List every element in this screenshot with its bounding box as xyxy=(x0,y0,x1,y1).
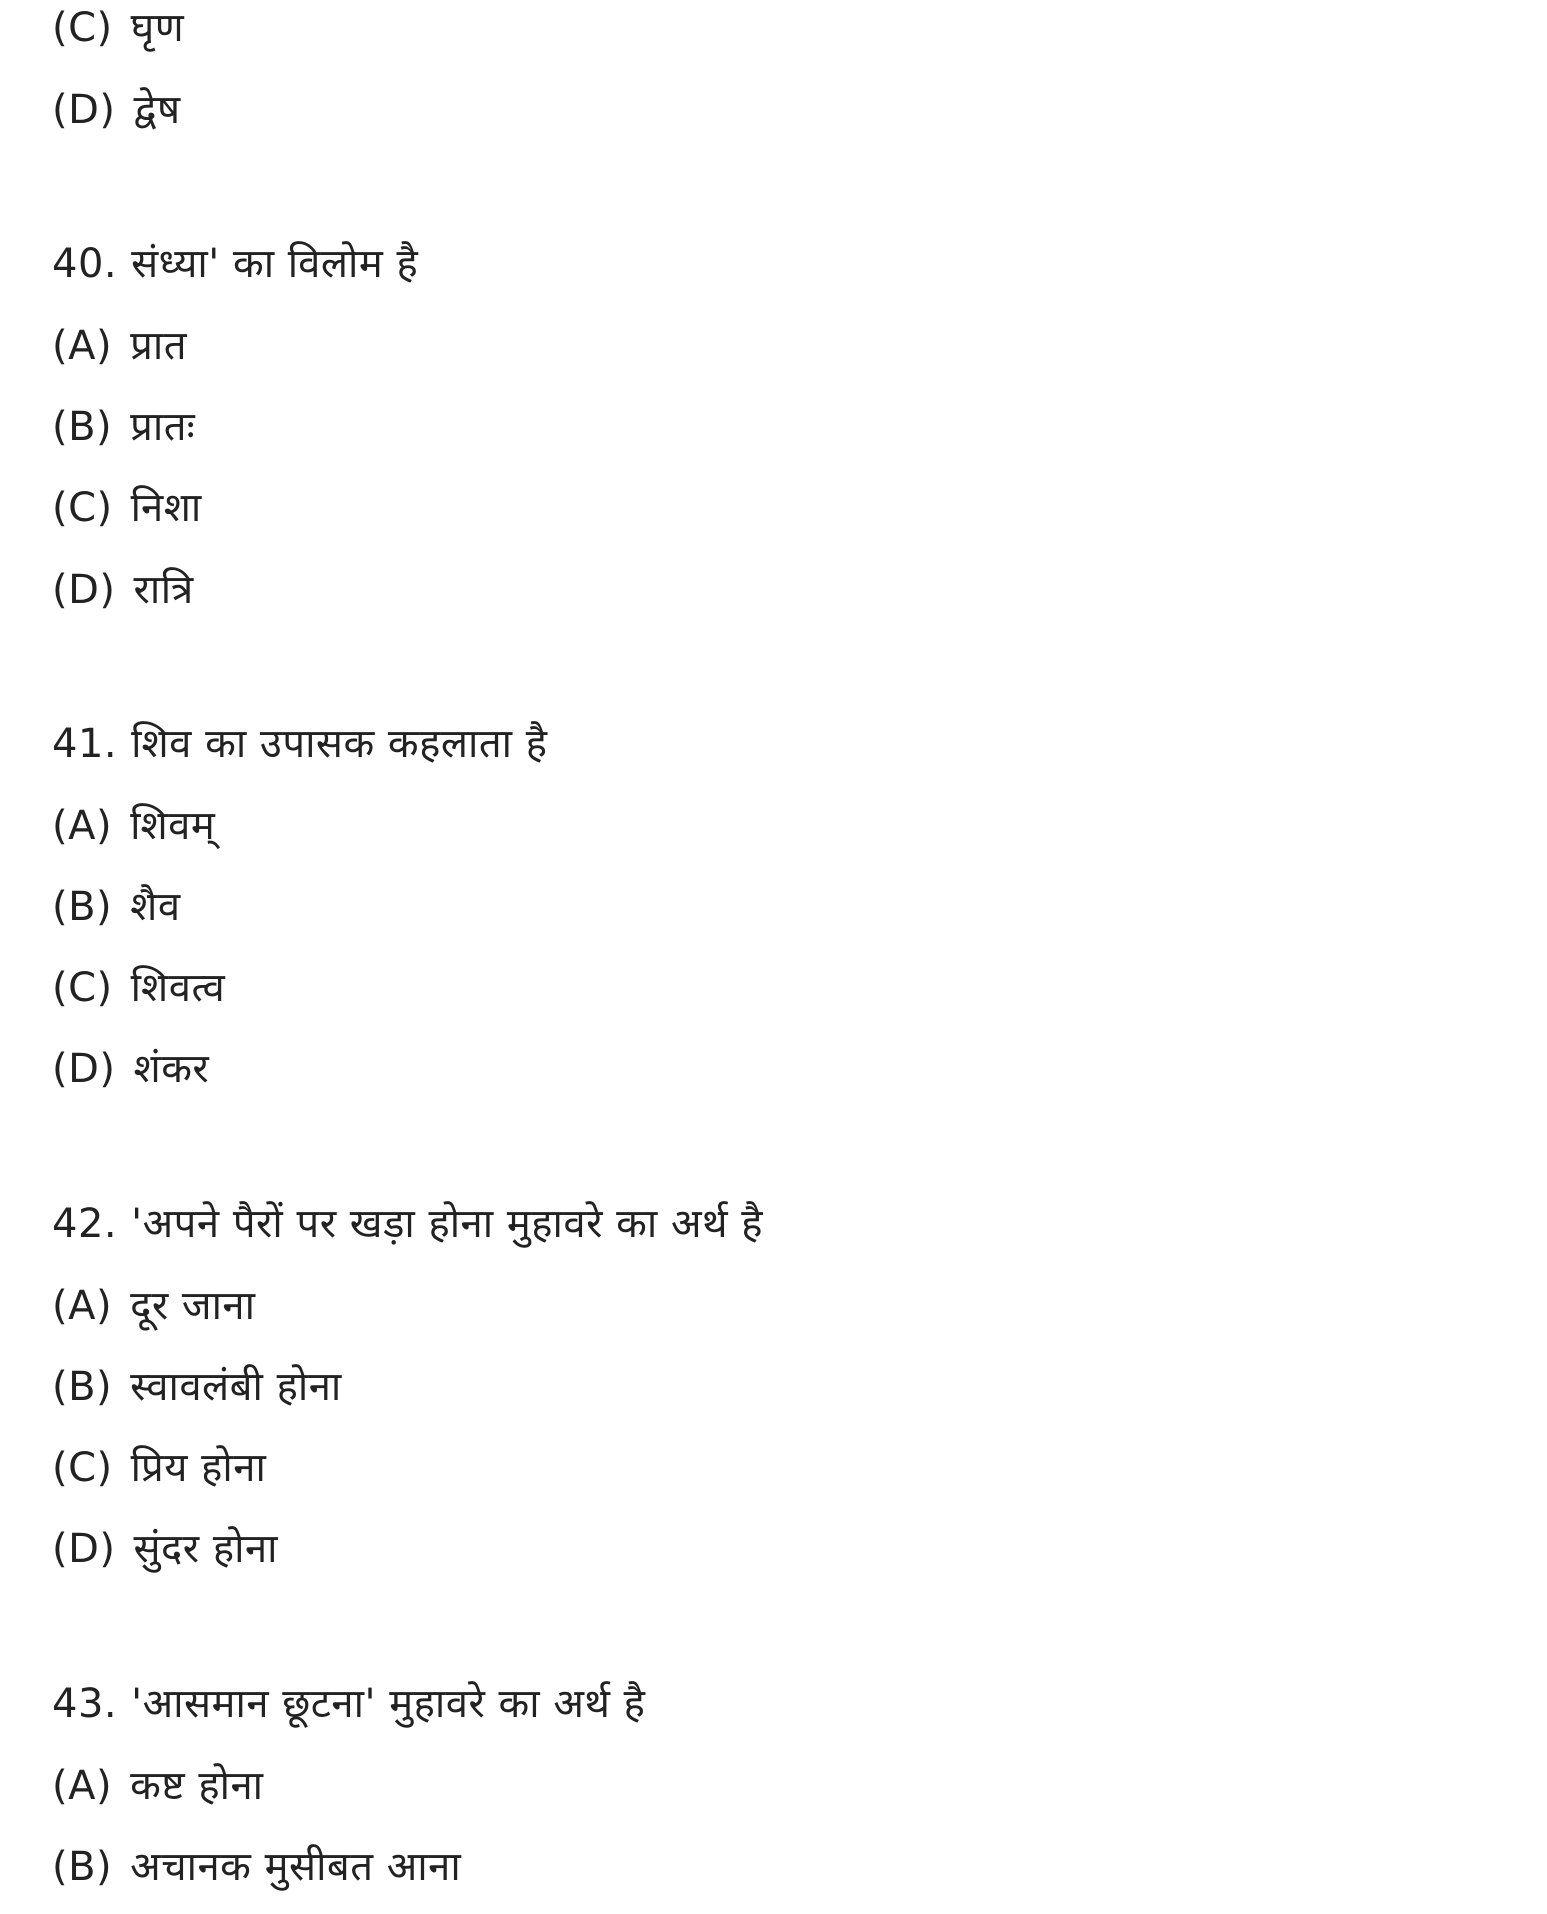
option-d-carryover xyxy=(52,84,181,136)
question-43 xyxy=(52,1678,645,1730)
question-text: 'अपने पैरों पर खड़ा होना मुहावरे का अर्थ है xyxy=(131,1201,764,1247)
question-text: 'आसमान छूटना' मुहावरे का अर्थ है xyxy=(131,1681,646,1727)
option-text: अचानक मुसीबत आना xyxy=(130,1844,462,1890)
option-text: प्रिय होना xyxy=(130,1445,267,1491)
question-42 xyxy=(52,1198,763,1250)
question-40 xyxy=(52,238,418,290)
option-label: (A) xyxy=(52,803,113,849)
option-label: (C) xyxy=(52,5,113,51)
option-text: निशा xyxy=(130,485,202,531)
question-number: 43. xyxy=(52,1681,118,1727)
option-text: स्वावलंबी होना xyxy=(130,1364,342,1410)
option-text: कष्ट होना xyxy=(130,1763,264,1809)
option-label: (C) xyxy=(52,965,113,1011)
option-text: द्वेष xyxy=(133,87,181,133)
q42-option-c xyxy=(52,1442,266,1494)
option-text: प्रातः xyxy=(130,404,196,450)
option-label: (B) xyxy=(52,404,113,450)
option-text: प्रात xyxy=(130,323,187,369)
option-label: (D) xyxy=(52,1526,116,1572)
option-label: (D) xyxy=(52,567,116,613)
option-text: रात्रि xyxy=(133,567,194,613)
option-text: दूर जाना xyxy=(130,1283,256,1329)
option-label: (A) xyxy=(52,1283,113,1329)
option-label: (A) xyxy=(52,1763,113,1809)
option-label: (B) xyxy=(52,1844,113,1890)
q43-option-b xyxy=(52,1841,461,1893)
q40-option-b xyxy=(52,401,195,453)
q40-option-a xyxy=(52,320,187,372)
option-label: (B) xyxy=(52,884,113,930)
q42-option-d xyxy=(52,1523,278,1575)
option-label: (D) xyxy=(52,1046,116,1092)
option-label: (A) xyxy=(52,323,113,369)
q42-option-a xyxy=(52,1280,256,1332)
q41-option-a xyxy=(52,800,215,852)
q40-option-d xyxy=(52,564,194,616)
q41-option-d xyxy=(52,1043,209,1095)
option-text: शैव xyxy=(130,884,181,930)
question-text: शिव का उपासक कहलाता है xyxy=(131,721,548,767)
option-text: सुंदर होना xyxy=(133,1526,279,1572)
q42-option-b xyxy=(52,1361,342,1413)
option-text: शिवत्व xyxy=(130,965,226,1011)
option-label: (C) xyxy=(52,1445,113,1491)
question-number: 42. xyxy=(52,1201,118,1247)
option-text: घृण xyxy=(130,5,185,51)
question-number: 41. xyxy=(52,721,118,767)
option-label: (D) xyxy=(52,87,116,133)
option-text: शिवम् xyxy=(130,803,216,849)
q40-option-c xyxy=(52,482,202,534)
option-text: शंकर xyxy=(133,1046,210,1092)
option-label: (C) xyxy=(52,485,113,531)
q41-option-b xyxy=(52,881,181,933)
q41-option-c xyxy=(52,962,225,1014)
option-c-carryover xyxy=(52,2,184,54)
option-label: (B) xyxy=(52,1364,113,1410)
q43-option-a xyxy=(52,1760,264,1812)
question-41 xyxy=(52,718,547,770)
question-text: संध्या' का विलोम है xyxy=(131,241,419,287)
question-number: 40. xyxy=(52,241,118,287)
